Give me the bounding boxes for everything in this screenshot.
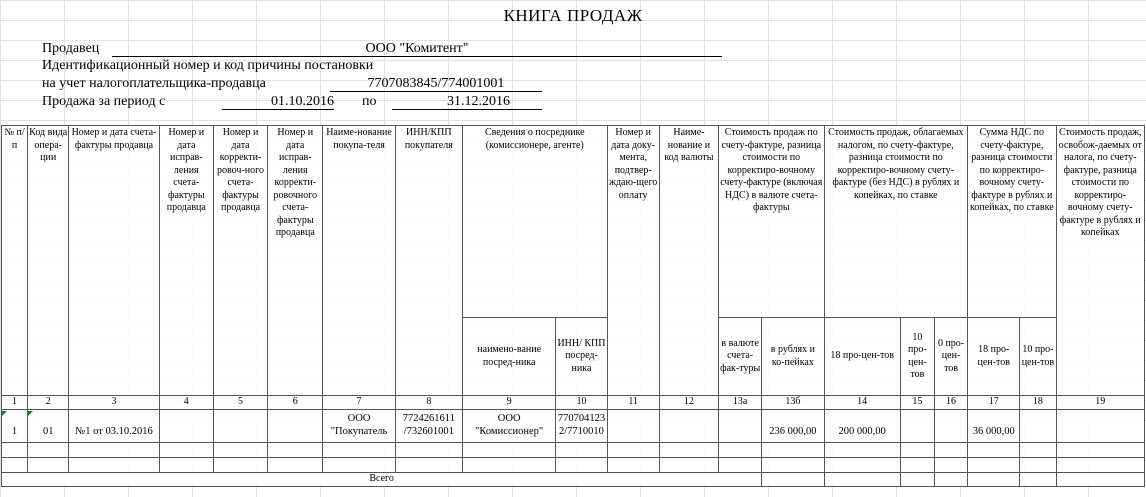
col-header-15: 10 про-цен-тов: [900, 318, 934, 396]
seller-label: Продавец: [42, 41, 100, 56]
row-buyer-inn: 7724261611 /732601001: [395, 410, 462, 443]
total-cell: [824, 473, 900, 487]
col-header-13b: в рублях и ко-пейках: [762, 318, 824, 396]
col-number: 4: [159, 396, 213, 410]
col-header-17-18-group: Сумма НДС по счету-фактуре, разница стоимости по корректиро-вочному счету-фактуре в рублях и копейках, по ставке: [968, 126, 1056, 318]
table-row: [2, 410, 1145, 443]
col-header-13-group: Стоимость продаж по счету-фактуре, разница стоимости по корректиро-вочному счету-фактуре (включая НДС) в валюте счета-фактуры: [719, 126, 824, 318]
period-to-label: по: [362, 94, 377, 109]
col-header-1: № п/п: [2, 126, 28, 396]
col-number: 16: [934, 396, 967, 410]
empty-row: [2, 458, 1145, 473]
col-number: 2: [28, 396, 69, 410]
period-to: 31.12.2016: [447, 94, 510, 109]
total-cell: [762, 473, 824, 487]
total-cell: [968, 473, 1020, 487]
inn-label-line2: на учет налогоплательщика-продавца: [42, 76, 266, 91]
row-agent: ООО "Комиссионер": [462, 410, 555, 443]
cell-marker-icon: [28, 411, 33, 416]
col-header-18: 10 про-цен-тов: [1020, 318, 1056, 396]
col-header-10: ИНН/ КПП посред-ника: [556, 318, 607, 396]
row-empty-cell: [268, 410, 323, 443]
seller-value: ООО "Комитент": [365, 41, 469, 56]
col-header-9-10-group: Сведения о посреднике (комиссионере, агенте): [462, 126, 607, 318]
col-header-11: Номер и дата доку-мента, подтвер-ждаю-щего оплату: [607, 126, 659, 396]
col-number: 13б: [762, 396, 824, 410]
col-header-8: ИНН/КПП покупателя: [395, 126, 462, 396]
row-empty-cell: [900, 410, 934, 443]
row-empty-cell: [659, 410, 718, 443]
col-header-14-16-group: Стоимость продаж, облагаемых налогом, по счету-фактуре, разница стоимости по корректиро-вочному счету-фактуре (без НДС) в рублях и копейках, по ставке: [824, 126, 968, 318]
col-header-17: 18 про-цен-тов: [968, 318, 1020, 396]
row-empty-cell: [607, 410, 659, 443]
row-buyer: ООО "Покупатель: [323, 410, 395, 443]
col-number: 9: [462, 396, 555, 410]
col-number: 13а: [719, 396, 762, 410]
page-title: КНИГА ПРОДАЖ: [503, 6, 643, 25]
column-number-row: [2, 396, 1145, 410]
cell-marker-icon: [2, 411, 7, 416]
col-header-9: наимено-вание посред-ника: [462, 318, 555, 396]
row-agent-inn: 770704123 2/7710010: [556, 410, 607, 443]
col-number: 10: [556, 396, 607, 410]
header-row-top: [2, 126, 1145, 318]
total-label: Всего: [2, 473, 762, 487]
col-number: 8: [395, 396, 462, 410]
col-number: 1: [2, 396, 28, 410]
col-header-5: Номер и дата корректи-ровоч-ного счета-фактуры продавца: [213, 126, 267, 396]
col-number: 3: [69, 396, 159, 410]
total-cell: [1020, 473, 1056, 487]
total-row: [2, 473, 1145, 487]
col-header-19: Стоимость продаж, освобож-даемых от налога, по счету-фактуре, разница стоимости по корректиро-вочному счету-фактуре в рублях и копейках: [1056, 126, 1144, 396]
col-number: 5: [213, 396, 267, 410]
empty-row: [2, 443, 1145, 458]
col-number: 19: [1056, 396, 1144, 410]
col-number: 7: [323, 396, 395, 410]
row-empty-cell: [159, 410, 213, 443]
col-number: 12: [659, 396, 718, 410]
col-header-12: Наиме-нование и код валюты: [659, 126, 718, 396]
row-sum-rub: 236 000,00: [762, 410, 824, 443]
row-op-code: 01: [28, 410, 69, 443]
col-header-7: Наиме-нование покупа-теля: [323, 126, 395, 396]
row-invoice: №1 от 03.10.2016: [69, 410, 159, 443]
row-vat-18: 36 000,00: [968, 410, 1020, 443]
inn-value: 7707083845/774001001: [367, 76, 505, 91]
col-header-13a: в валюте счета-фак-туры: [719, 318, 762, 396]
col-header-16: 0 про-цен-тов: [934, 318, 967, 396]
col-header-14: 18 про-цен-тов: [824, 318, 900, 396]
col-number: 18: [1020, 396, 1056, 410]
col-header-2: Код вида опера-ции: [28, 126, 69, 396]
total-cell: [900, 473, 934, 487]
inn-label-line1: Идентификационный номер и код причины постановки: [42, 58, 374, 73]
col-number: 15: [900, 396, 934, 410]
col-header-6: Номер и дата исправ-ления корректи-ровочного счета-фактуры продавца: [268, 126, 323, 396]
total-cell: [934, 473, 967, 487]
col-number: 11: [607, 396, 659, 410]
col-number: 17: [968, 396, 1020, 410]
col-number: 14: [824, 396, 900, 410]
col-header-3: Номер и дата счета-фактуры продавца: [69, 126, 159, 396]
period-from: 01.10.2016: [271, 94, 334, 109]
sales-book-table: [1, 125, 1145, 487]
row-empty-cell: [719, 410, 762, 443]
row-empty-cell: [213, 410, 267, 443]
row-number: 1: [2, 410, 28, 443]
col-number: 6: [268, 396, 323, 410]
row-empty-cell: [1020, 410, 1056, 443]
col-header-4: Номер и дата исправ-ления счета-фактуры продавца: [159, 126, 213, 396]
row-empty-cell: [1056, 410, 1144, 443]
period-label: Продажа за период с: [42, 94, 166, 109]
total-cell: [1056, 473, 1144, 487]
row-base-18: 200 000,00: [824, 410, 900, 443]
row-empty-cell: [934, 410, 967, 443]
